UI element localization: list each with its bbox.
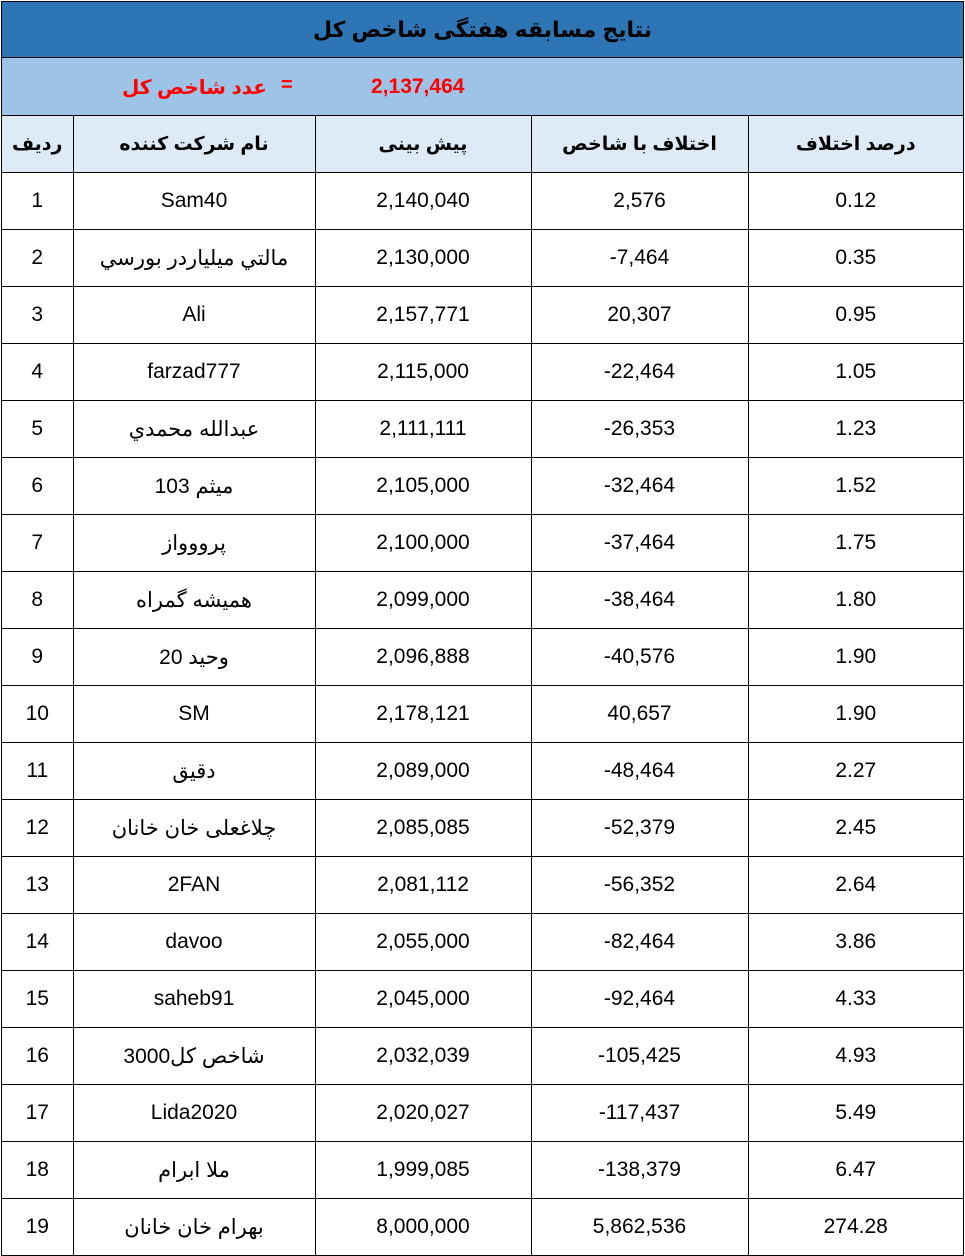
percent-difference-cell: 1.80 xyxy=(748,572,963,629)
table-row xyxy=(2,458,963,515)
percent-difference-cell: 4.33 xyxy=(748,971,963,1028)
difference-cell: -48,464 xyxy=(531,743,748,800)
participant-name-cell: Sam40 xyxy=(73,173,315,230)
prediction-cell: 2,020,027 xyxy=(315,1085,531,1142)
prediction-cell: 2,085,085 xyxy=(315,800,531,857)
prediction-cell: 2,096,888 xyxy=(315,629,531,686)
row-number-cell: 1 xyxy=(2,173,73,230)
participant-name-cell: وحید 20 xyxy=(73,629,315,686)
percent-difference-cell: 1.90 xyxy=(748,686,963,743)
row-number-cell: 14 xyxy=(2,914,73,971)
row-number-cell: 9 xyxy=(2,629,73,686)
participant-name-cell: همیشه گمراه xyxy=(73,572,315,629)
row-number-cell: 18 xyxy=(2,1142,73,1199)
participant-name-cell: عبدالله محمدي xyxy=(73,401,315,458)
participant-name-cell: شاخص کل3000 xyxy=(73,1028,315,1085)
percent-difference-cell: 1.05 xyxy=(748,344,963,401)
header-participant-name: نام شرکت کننده xyxy=(73,116,315,173)
table-row xyxy=(2,1085,963,1142)
percent-difference-cell: 4.93 xyxy=(748,1028,963,1085)
participant-name-cell: مالتي ميلياردر بورسي xyxy=(73,230,315,287)
participant-name-cell: میثم 103 xyxy=(73,458,315,515)
participant-name-cell: Ali xyxy=(73,287,315,344)
table-row xyxy=(2,914,963,971)
percent-difference-cell: 2.64 xyxy=(748,857,963,914)
prediction-cell: 2,032,039 xyxy=(315,1028,531,1085)
percent-difference-cell: 1.75 xyxy=(748,515,963,572)
participant-name-cell: دقیق xyxy=(73,743,315,800)
difference-cell: -26,353 xyxy=(531,401,748,458)
table-row xyxy=(2,344,963,401)
difference-cell: -40,576 xyxy=(531,629,748,686)
participant-name-cell: پرووواز xyxy=(73,515,315,572)
row-number-cell: 19 xyxy=(2,1199,73,1256)
participant-name-cell: چلاغعلی خان خانان xyxy=(73,800,315,857)
difference-cell: 2,576 xyxy=(531,173,748,230)
difference-cell: -22,464 xyxy=(531,344,748,401)
participant-name-cell: farzad777 xyxy=(73,344,315,401)
prediction-cell: 8,000,000 xyxy=(315,1199,531,1256)
difference-cell: -32,464 xyxy=(531,458,748,515)
prediction-cell: 2,111,111 xyxy=(315,401,531,458)
table-row xyxy=(2,1028,963,1085)
difference-cell: -56,352 xyxy=(531,857,748,914)
difference-cell: -7,464 xyxy=(531,230,748,287)
row-number-cell: 12 xyxy=(2,800,73,857)
difference-cell: -138,379 xyxy=(531,1142,748,1199)
difference-cell: 40,657 xyxy=(531,686,748,743)
table-row xyxy=(2,1199,963,1256)
prediction-cell: 2,045,000 xyxy=(315,971,531,1028)
table-row xyxy=(2,173,963,230)
difference-cell: -37,464 xyxy=(531,515,748,572)
prediction-cell: 2,130,000 xyxy=(315,230,531,287)
participant-name-cell: Lida2020 xyxy=(73,1085,315,1142)
percent-difference-cell: 5.49 xyxy=(748,1085,963,1142)
difference-cell: 20,307 xyxy=(531,287,748,344)
row-number-cell: 6 xyxy=(2,458,73,515)
participant-name-cell: ملا ابرام xyxy=(73,1142,315,1199)
difference-cell: -52,379 xyxy=(531,800,748,857)
percent-difference-cell: 1.23 xyxy=(748,401,963,458)
difference-cell: -38,464 xyxy=(531,572,748,629)
prediction-cell: 2,099,000 xyxy=(315,572,531,629)
prediction-cell: 2,081,112 xyxy=(315,857,531,914)
table-row xyxy=(2,800,963,857)
table-row xyxy=(2,401,963,458)
table-row xyxy=(2,1142,963,1199)
table-row xyxy=(2,686,963,743)
results-sheet xyxy=(1,1,964,1256)
prediction-cell: 2,100,000 xyxy=(315,515,531,572)
table-row xyxy=(2,857,963,914)
row-number-cell: 16 xyxy=(2,1028,73,1085)
prediction-cell: 2,089,000 xyxy=(315,743,531,800)
percent-difference-cell: 3.86 xyxy=(748,914,963,971)
table-row xyxy=(2,230,963,287)
header-row xyxy=(2,116,963,173)
prediction-cell: 2,055,000 xyxy=(315,914,531,971)
percent-difference-cell: 1.52 xyxy=(748,458,963,515)
index-summary-row xyxy=(2,58,963,116)
row-number-cell: 17 xyxy=(2,1085,73,1142)
row-number-cell: 15 xyxy=(2,971,73,1028)
index-label: عدد شاخص کل xyxy=(122,77,267,99)
percent-difference-cell: 0.35 xyxy=(748,230,963,287)
prediction-cell: 2,105,000 xyxy=(315,458,531,515)
table-row xyxy=(2,629,963,686)
index-value: 2,137,464 xyxy=(371,75,465,98)
percent-difference-cell: 274.28 xyxy=(748,1199,963,1256)
row-number-cell: 4 xyxy=(2,344,73,401)
table-row xyxy=(2,572,963,629)
prediction-cell: 1,999,085 xyxy=(315,1142,531,1199)
prediction-cell: 2,115,000 xyxy=(315,344,531,401)
difference-cell: 5,862,536 xyxy=(531,1199,748,1256)
percent-difference-cell: 6.47 xyxy=(748,1142,963,1199)
participant-name-cell: بهرام خان خانان xyxy=(73,1199,315,1256)
sheet-title: نتایج مسابقه هفتگی شاخص کل xyxy=(2,2,963,58)
row-number-cell: 8 xyxy=(2,572,73,629)
table-row xyxy=(2,287,963,344)
prediction-cell: 2,140,040 xyxy=(315,173,531,230)
row-number-cell: 5 xyxy=(2,401,73,458)
percent-difference-cell: 0.12 xyxy=(748,173,963,230)
difference-cell: -92,464 xyxy=(531,971,748,1028)
row-number-cell: 13 xyxy=(2,857,73,914)
table-row xyxy=(2,515,963,572)
header-prediction: پیش بینی xyxy=(315,116,531,173)
results-table xyxy=(2,116,963,1255)
percent-difference-cell: 2.27 xyxy=(748,743,963,800)
percent-difference-cell: 2.45 xyxy=(748,800,963,857)
participant-name-cell: saheb91 xyxy=(73,971,315,1028)
row-number-cell: 11 xyxy=(2,743,73,800)
table-row xyxy=(2,743,963,800)
prediction-cell: 2,157,771 xyxy=(315,287,531,344)
participant-name-cell: 2FAN xyxy=(73,857,315,914)
row-number-cell: 7 xyxy=(2,515,73,572)
participant-name-cell: SM xyxy=(73,686,315,743)
header-row-number: ردیف xyxy=(2,116,73,173)
difference-cell: -117,437 xyxy=(531,1085,748,1142)
participant-name-cell: davoo xyxy=(73,914,315,971)
row-number-cell: 2 xyxy=(2,230,73,287)
header-difference: اختلاف با شاخص xyxy=(531,116,748,173)
row-number-cell: 3 xyxy=(2,287,73,344)
header-percent-difference: درصد اختلاف xyxy=(748,116,963,173)
difference-cell: -105,425 xyxy=(531,1028,748,1085)
percent-difference-cell: 0.95 xyxy=(748,287,963,344)
results-body xyxy=(2,173,963,1256)
equals-sign: = xyxy=(281,74,293,96)
percent-difference-cell: 1.90 xyxy=(748,629,963,686)
row-number-cell: 10 xyxy=(2,686,73,743)
table-row xyxy=(2,971,963,1028)
difference-cell: -82,464 xyxy=(531,914,748,971)
prediction-cell: 2,178,121 xyxy=(315,686,531,743)
